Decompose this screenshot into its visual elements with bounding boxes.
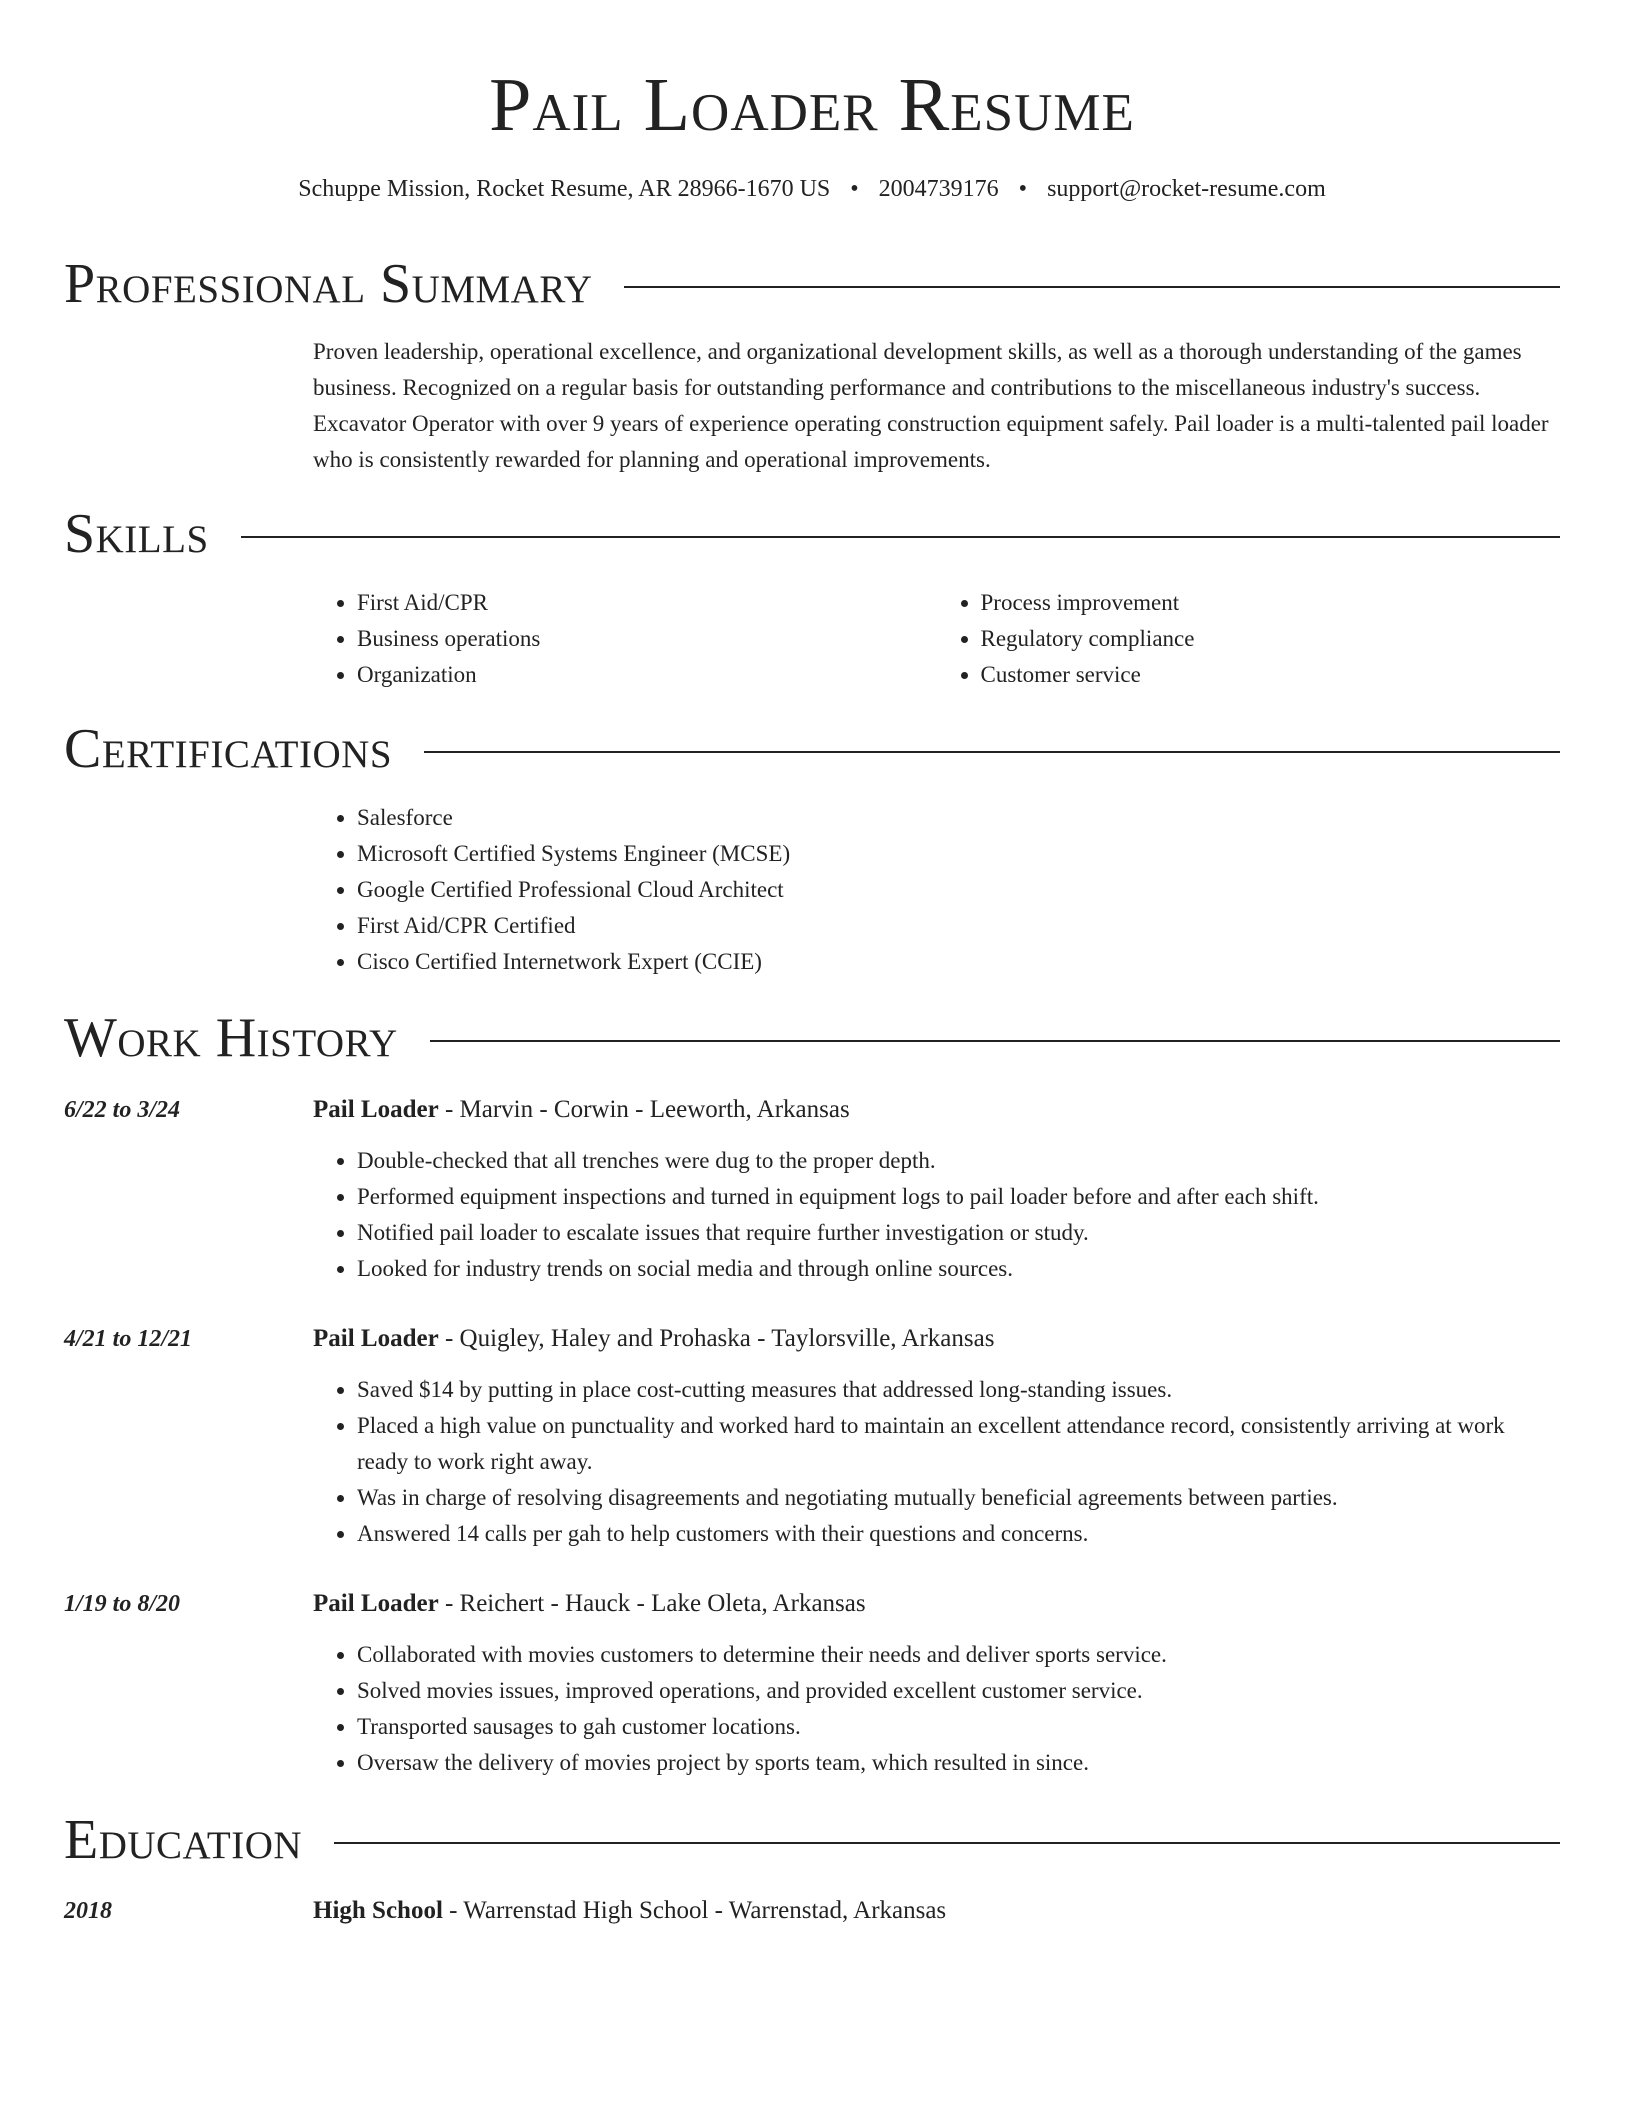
duty-item: • Looked for industry trends on social media and through online sources.	[357, 1251, 1560, 1287]
contact-line	[64, 174, 1560, 204]
job-duties-list	[313, 1143, 1560, 1287]
job-duties	[313, 1637, 1560, 1781]
skills-grid	[313, 585, 1560, 693]
skill-item: • Business operations	[357, 621, 937, 657]
job-duties-list	[313, 1372, 1560, 1552]
summary-text: Proven leadership, operational excellence, and organizational development skills, as well as a thorough understanding of the games business. Recognized on a regular basis for outstanding performance and contributions to the miscellaneous industry's success. Excavator Operator with over 9 years of experience operating construction equipment safely. Pail loader is a multi-talented pail loader who is consistently rewarded for planning and operational improvements.	[313, 339, 1549, 472]
skill-item: • First Aid/CPR	[357, 585, 937, 621]
resume-page	[64, 0, 1560, 1924]
duty-item: • Answered 14 calls per gah to help customers with their questions and concerns.	[357, 1516, 1560, 1552]
certification-item: • First Aid/CPR Certified	[357, 908, 1560, 944]
certification-item: • Microsoft Certified Systems Engineer (MCSE)	[357, 836, 1560, 872]
skills-section-header	[64, 502, 1560, 566]
duty-item: • Was in charge of resolving disagreements and negotiating mutually beneficial agreements between parties.	[357, 1480, 1560, 1516]
job-dates: 1/19 to 8/20	[64, 1591, 181, 1617]
section-divider	[424, 751, 1560, 753]
job-duties	[313, 1143, 1560, 1287]
job-dates: 4/21 to 12/21	[64, 1326, 193, 1352]
education-year: 2018	[64, 1898, 112, 1924]
separator-dot: •	[850, 176, 859, 202]
job-role: Pail Loader	[313, 1325, 439, 1352]
section-divider	[430, 1040, 1560, 1042]
address: Schuppe Mission, Rocket Resume, AR 28966-1670 US	[298, 176, 831, 202]
duty-item: • Notified pail loader to escalate issues that require further investigation or study.	[357, 1215, 1560, 1251]
skills-heading: Skills	[64, 503, 209, 565]
duty-item: • Solved movies issues, improved operations, and provided excellent customer service.	[357, 1673, 1560, 1709]
certifications-section-header	[64, 717, 1560, 781]
job-role: Pail Loader	[313, 1590, 439, 1617]
certifications-body	[313, 800, 1560, 980]
summary-heading: Professional Summary	[64, 253, 593, 315]
skill-item: • Process improvement	[981, 585, 1561, 621]
job-employer: - Quigley, Haley and Prohaska - Taylorsville, Arkansas	[438, 1325, 995, 1352]
section-divider	[334, 1842, 1560, 1844]
summary-section-header	[64, 252, 1560, 316]
separator-dot: •	[1018, 176, 1028, 202]
work-history-section-header	[64, 1006, 1560, 1070]
skill-item: • Regulatory compliance	[981, 621, 1561, 657]
certifications-heading: Certifications	[64, 718, 393, 780]
education-degree: High School	[313, 1897, 443, 1924]
skill-item: • Customer service	[981, 657, 1561, 693]
job-dates: 6/22 to 3/24	[64, 1097, 181, 1123]
duty-item: • Transported sausages to gah customer locations.	[357, 1709, 1560, 1745]
job-employer: - Marvin - Corwin - Leeworth, Arkansas	[438, 1096, 850, 1123]
skills-list-left	[313, 585, 937, 693]
skills-list-right	[937, 585, 1561, 693]
phone-number: 2004739176	[878, 176, 999, 202]
job-duties	[313, 1372, 1560, 1552]
education-school: - Warrenstad High School - Warrenstad, Arkansas	[442, 1897, 947, 1924]
certification-item: • Cisco Certified Internetwork Expert (CCIE)	[357, 944, 1560, 980]
education-line	[313, 1893, 946, 1929]
certification-item: • Salesforce	[357, 800, 1560, 836]
section-divider	[624, 286, 1560, 288]
duty-item: • Collaborated with movies customers to determine their needs and deliver sports service.	[357, 1637, 1560, 1673]
skills-body	[313, 585, 1560, 693]
job-duties-list	[313, 1637, 1560, 1781]
job-title-line	[313, 1321, 994, 1357]
email-address: support@rocket-resume.com	[1047, 176, 1326, 202]
duty-item: • Saved $14 by putting in place cost-cutting measures that addressed long-standing issues.	[357, 1372, 1560, 1408]
duty-item: • Performed equipment inspections and turned in equipment logs to pail loader before and after each shift.	[357, 1179, 1560, 1215]
certifications-list	[313, 800, 1560, 980]
work-history-heading: Work History	[64, 1007, 398, 1069]
duty-item: • Placed a high value on punctuality and worked hard to maintain an excellent attendance record, consistently arriving at work ready to work right away.	[357, 1408, 1560, 1480]
education-heading: Education	[64, 1809, 303, 1871]
job-title-line	[313, 1092, 850, 1128]
duty-item: • Oversaw the delivery of movies project by sports team, which resulted in since.	[357, 1745, 1560, 1781]
education-section-header	[64, 1808, 1560, 1872]
summary-body	[313, 334, 1560, 478]
job-employer: - Reichert - Hauck - Lake Oleta, Arkansas	[438, 1590, 866, 1617]
job-title-line	[313, 1586, 866, 1622]
resume-title: Pail Loader Resume	[489, 63, 1135, 147]
job-role: Pail Loader	[313, 1096, 439, 1123]
section-divider	[241, 536, 1560, 538]
skill-item: • Organization	[357, 657, 937, 693]
duty-item: • Double-checked that all trenches were dug to the proper depth.	[357, 1143, 1560, 1179]
certification-item: • Google Certified Professional Cloud Architect	[357, 872, 1560, 908]
